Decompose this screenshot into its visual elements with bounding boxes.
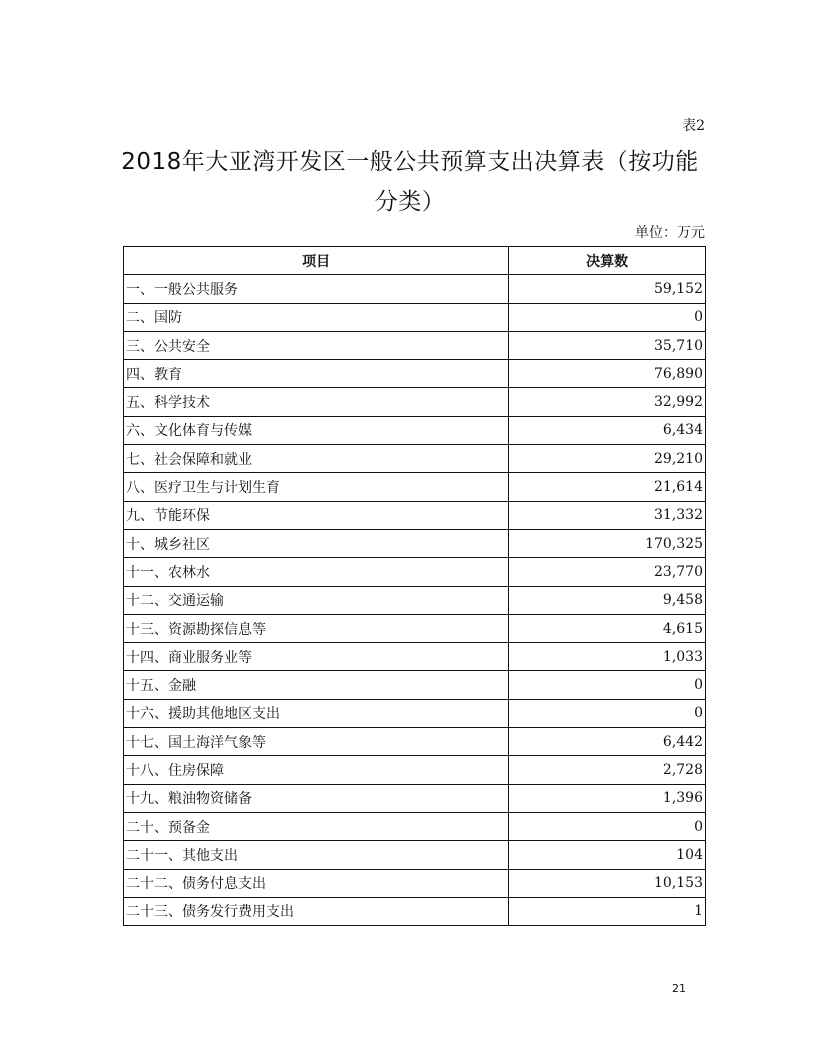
row-item: 十七、国土海洋气象等 [124,728,509,756]
row-item: 十八、住房保障 [124,756,509,784]
table-row [124,897,706,925]
row-amount: 0 [509,699,706,727]
table-row [124,303,706,331]
budget-table [123,246,706,926]
table-row [124,275,706,303]
table-row [124,671,706,699]
row-item: 九、节能环保 [124,501,509,529]
table-row [124,558,706,586]
row-item: 一、一般公共服务 [124,275,509,303]
table-row [124,812,706,840]
table-header-row [124,247,706,275]
row-amount: 76,890 [509,360,706,388]
row-item: 四、教育 [124,360,509,388]
row-item: 二十三、债务发行费用支出 [124,897,509,925]
header-amount: 决算数 [509,247,706,275]
table-row [124,501,706,529]
row-item: 二、国防 [124,303,509,331]
row-amount: 170,325 [509,529,706,557]
row-item: 六、文化体育与传媒 [124,416,509,444]
row-amount: 23,770 [509,558,706,586]
table-row [124,841,706,869]
row-item: 十九、粮油物资储备 [124,784,509,812]
row-item: 三、公共安全 [124,331,509,359]
table-row [124,445,706,473]
table-row [124,473,706,501]
table-row [124,869,706,897]
row-item: 五、科学技术 [124,388,509,416]
unit-label: 单位：万元 [635,225,705,241]
row-amount: 29,210 [509,445,706,473]
table-row [124,643,706,671]
table-label: 表2 [682,118,705,134]
row-item: 二十一、其他支出 [124,841,509,869]
row-item: 十二、交通运输 [124,586,509,614]
row-amount: 6,434 [509,416,706,444]
row-amount: 59,152 [509,275,706,303]
row-amount: 9,458 [509,586,706,614]
row-amount: 0 [509,303,706,331]
row-amount: 0 [509,812,706,840]
table-row [124,784,706,812]
row-amount: 4,615 [509,614,706,642]
table-row [124,614,706,642]
row-amount: 1,033 [509,643,706,671]
row-item: 二十、预备金 [124,812,509,840]
row-item: 十、城乡社区 [124,529,509,557]
row-item: 十一、农林水 [124,558,509,586]
row-amount: 1 [509,897,706,925]
row-amount: 1,396 [509,784,706,812]
row-item: 八、医疗卫生与计划生育 [124,473,509,501]
header-item: 项目 [124,247,509,275]
row-item: 十三、资源勘探信息等 [124,614,509,642]
row-amount: 21,614 [509,473,706,501]
table-row [124,699,706,727]
row-amount: 0 [509,671,706,699]
table-row [124,416,706,444]
row-item: 七、社会保障和就业 [124,445,509,473]
table-row [124,388,706,416]
row-item: 十六、援助其他地区支出 [124,699,509,727]
table-row [124,728,706,756]
table-row [124,331,706,359]
row-amount: 32,992 [509,388,706,416]
table-body [124,275,706,926]
row-amount: 31,332 [509,501,706,529]
row-item: 十四、商业服务业等 [124,643,509,671]
row-amount: 6,442 [509,728,706,756]
row-amount: 35,710 [509,331,706,359]
row-amount: 2,728 [509,756,706,784]
page-number: 21 [672,982,686,995]
page-title: 2018年大亚湾开发区一般公共预算支出决算表（按功能分类） [121,149,699,215]
row-amount: 10,153 [509,869,706,897]
table-row [124,529,706,557]
row-amount: 104 [509,841,706,869]
row-item: 二十二、债务付息支出 [124,869,509,897]
row-item: 十五、金融 [124,671,509,699]
table-row [124,756,706,784]
table-row [124,586,706,614]
table-row [124,360,706,388]
